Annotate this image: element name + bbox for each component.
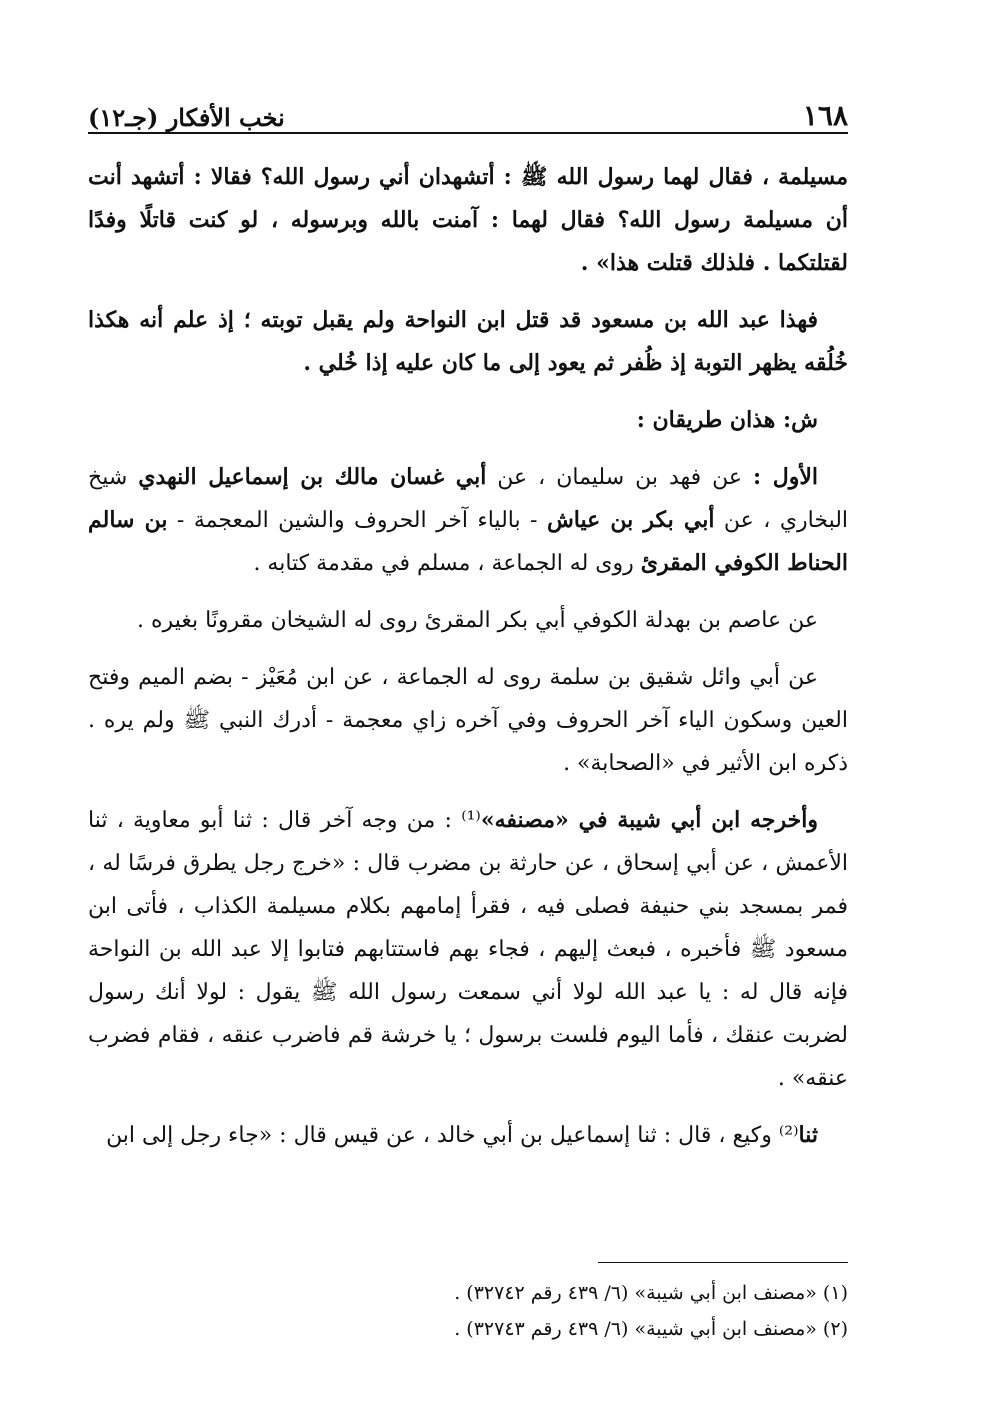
text-run: وكيع ، قال : ثنا إسماعيل بن أبي خالد ، عن قيس قال : «جاء رجل إلى ابن (106, 1123, 779, 1148)
text-run: عن عاصم بن بهدلة الكوفي أبي بكر المقرئ روى له الشيخان مقرونًا بغيره . (137, 608, 818, 633)
text-run: أبي غسان مالك بن إسماعيل النهدي (138, 464, 487, 490)
paragraph-first-chain (88, 456, 848, 585)
paragraph-quote-end (88, 156, 848, 285)
paragraph-ibn-abi-shaybah (88, 799, 848, 1100)
text-run: ثنا (798, 1122, 818, 1148)
paragraph-section-heading (88, 399, 848, 442)
text-run: عن أبي وائل شقيق بن سلمة روى له الجماعة ، عن ابن مُعَيْز - بضم الميم وفتح العين وسكون الياء آخر الحروف وفي آخره زاي معجمة - أدرك النبي ﷺ ولم يره . ذكره ابن الأثير في «الصحابة» . (88, 665, 848, 776)
text-run: عن فهد بن سليمان ، عن (486, 465, 753, 490)
text-run: مسيلمة ، فقال لهما رسول الله ﷺ : أتشهدان أني رسول الله؟ فقالا : أتشهد أنت أن مسيلمة رسول الله؟ فقال لهما : آمنت بالله وبرسوله ، لو كنت قاتلًا وفدًا لقتلتكما . فلذلك قتلت هذا» . (88, 164, 848, 276)
paragraph-asim (88, 599, 848, 642)
footnote-1: (١) «مصنف ابن أبي شيبة» (٦/ ٤٣٩ رقم ٣٢٧٤٢) . (454, 1282, 848, 1304)
text-run: : من وجه آخر قال : ثنا أبو معاوية ، ثنا الأعمش ، عن أبي إسحاق ، عن حارثة بن مضرب قال : «خرج رجل يطرق فرسًا له ، فمر بمسجد بني حنيفة فصلى فيه ، فقرأ إمامهم بكلام مسيلمة الكذاب ، فأتى ابن مسعود ﷺ فأخبره ، فبعث إليهم ، فجاء بهم فاستتابهم فتابوا إلا عبد الله بن النواحة فإنه قال له : يا عبد الله لولا أني سمعت رسول الله ﷺ يقول : لولا أنك رسول لضربت عنقك ، فأما اليوم فلست برسول ؛ يا خرشة قم فاضرب عنقه ، فقام فضرب عنقه» . (88, 808, 848, 1091)
text-run: أبي بكر بن عياش (546, 507, 715, 533)
page-body (88, 156, 848, 1157)
footnote-ref[interactable]: ⁽¹⁾ (461, 808, 481, 833)
footnote-2: (٢) «مصنف ابن أبي شيبة» (٦/ ٤٣٩ رقم ٣٢٧٤٣) . (454, 1318, 848, 1340)
footnote-divider (598, 1262, 848, 1263)
paragraph-waki (88, 1114, 848, 1157)
page-number: ١٦٨ (802, 99, 848, 132)
book-page (88, 88, 848, 1171)
footnotes (88, 1262, 848, 1347)
paragraph-commentary (88, 299, 848, 385)
footnote-ref[interactable]: ⁽²⁾ (778, 1123, 799, 1148)
text-run: فهذا عبد الله بن مسعود قد قتل ابن النواحة ولم يقبل توبته ؛ إذ علم أنه هكذا خُلُقه يظهر التوبة إذ ظُفر ثم يعود إلى ما كان عليه إذا خُلي . (88, 307, 848, 376)
text-run: روى له الجماعة ، مسلم في مقدمة كتابه . (253, 551, 641, 576)
text-run: بن سالم الحناط الكوفي المقرئ (88, 507, 848, 576)
section-heading: ش: هذان طريقان : (636, 407, 818, 433)
text-run: وأخرجه ابن أبي شيبة في «مصنفه» (480, 807, 818, 833)
paragraph-abu-wail (88, 656, 848, 785)
text-run: شيخ البخاري ، عن (88, 465, 849, 533)
running-title: نخب الأفكار (جـ١٢) (88, 103, 285, 132)
text-run: الأول : (752, 464, 818, 490)
page-header (88, 88, 848, 134)
text-run: - بالياء آخر الحروف والشين المعجمة - (167, 508, 547, 533)
